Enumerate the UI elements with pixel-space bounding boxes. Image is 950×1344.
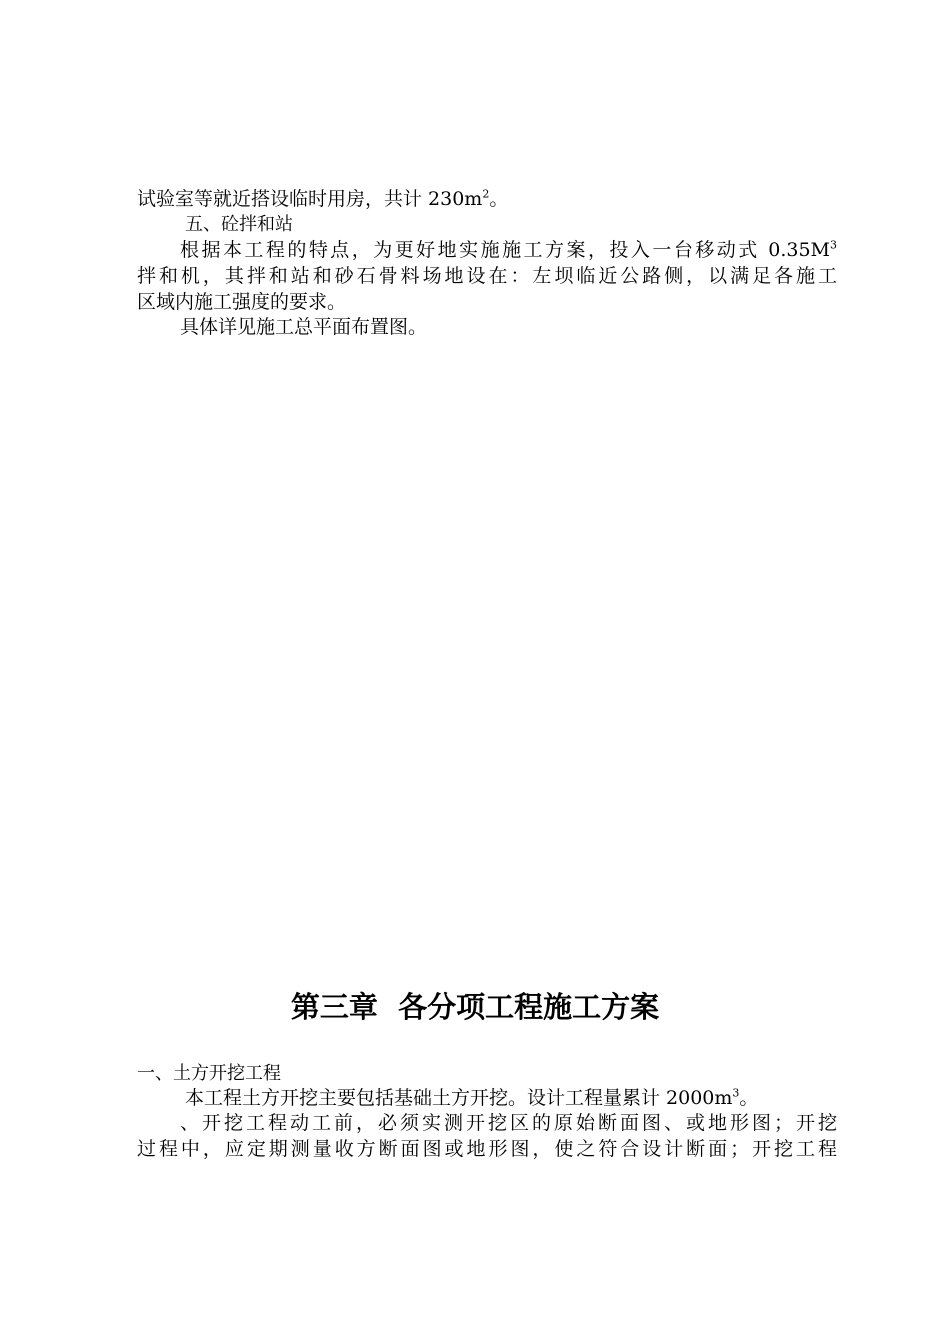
text: 。 (489, 188, 509, 210)
paragraph-line-mixing-site: 拌和机，其拌和站和砂石骨料场地设在：左坝临近公路侧，以满足各施工 (137, 265, 837, 287)
superscript: 3 (830, 238, 837, 252)
text: 。 (739, 1087, 759, 1109)
paragraph-line-mixer (180, 237, 837, 263)
chapter-title: 第三章 各分项工程施工方案 (290, 990, 660, 1024)
text: 本工程土方开挖主要包括基础土方开挖。设计工程量累计 2000m (185, 1087, 733, 1109)
superscript: 3 (732, 1086, 740, 1100)
paragraph-line-earthwork-scope (185, 1085, 885, 1111)
paragraph-line-survey-during: 过程中，应定期测量收方断面图或地形图，使之符合设计断面；开挖工程 (137, 1138, 837, 1160)
text: 试验室等就近搭设临时用房，共计 230m (137, 188, 483, 210)
superscript: 2 (482, 187, 490, 201)
section-heading-earthwork: 一、土方开挖工程 (137, 1063, 281, 1084)
paragraph-line-survey-before: 、开挖工程动工前，必须实测开挖区的原始断面图、或地形图；开挖 (180, 1112, 837, 1134)
paragraph-line-temporary-housing (137, 186, 837, 212)
text: 根据本工程的特点，为更好地实施施工方案，投入一台移动式 0.35M (180, 239, 830, 261)
section-heading-mixing-station: 五、砼拌和站 (185, 214, 293, 235)
paragraph-line-requirement: 区域内施工强度的要求。 (137, 291, 347, 313)
paragraph-line-layout-reference: 具体详见施工总平面布置图。 (180, 316, 428, 338)
